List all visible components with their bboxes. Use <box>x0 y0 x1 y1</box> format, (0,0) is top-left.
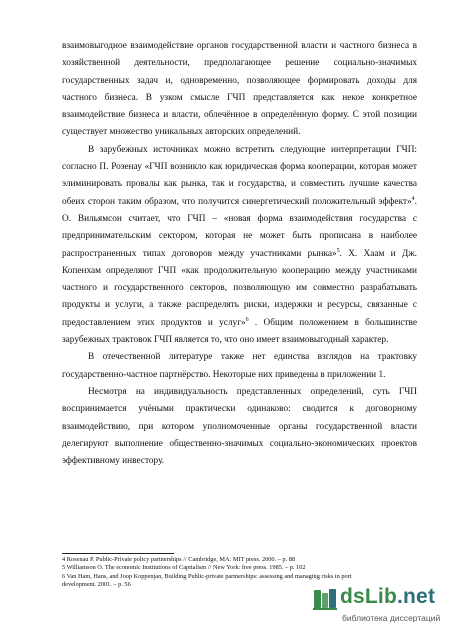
footnote-mark-4[interactable]: 4 <box>411 195 415 202</box>
paragraph-4: Несмотря на индивидуальность представленных определений, суть ГЧП воспринимается учёными практически одинаково: сводится к договорному взаимодействию, при котором уполномоченные органы государственной власти делегируют выполнение общественно-значимых социально-экономических проектов эффективному инвестору. <box>62 386 417 467</box>
book-stack-icon <box>312 587 338 611</box>
footnote-6-continued: development. 2001. – p. 56 <box>62 580 131 588</box>
paragraph-2 <box>62 142 417 350</box>
watermark-subtitle: библиотека диссертаций <box>342 613 441 623</box>
footnote-divider <box>62 553 174 554</box>
watermark-name-main: dsLib <box>340 585 397 608</box>
footnote-6: 6 Van Ham, Hans, and Joop Koppenjan, Building Public-private partnerships: assessing and managing risks in port <box>62 572 352 580</box>
watermark-name-tail: .net <box>397 585 436 608</box>
paragraph-3: В отечественной литературе также нет единства взглядов на трактовку государственно-частное партнёрство. Некоторые них приведены в приложении 1. <box>62 352 417 380</box>
footnote-mark-6[interactable]: 6 <box>245 316 249 323</box>
paragraph-2-text-c: . Х. Хаам и Дж. Копенхам определяют ГЧП «как продолжительную кооперацию между участниками частного и государственного секторов, позволяющую им совместно разрабатывать продукты и услуги, а также распределять риски, издержки и ресурсы, связанные с предоставлением этих продуктов и услуг» <box>62 248 417 328</box>
paragraph-2-text-b: . О. Вильямсон считает, что ГЧП – «новая форма взаимодействия государства с предпринимательским сектором, которая не может быть прописана в наиболее распространенных типах договоров между участниками рынка» <box>62 196 417 259</box>
paragraph-2-text-a: В зарубежных источниках можно встретить следующие интерпретации ГЧП: согласно П. Розенау «ГЧП возникло как юридическая форма кооперации, которая может элиминировать провалы как рынка, так и государства, и совместить лучшие качества обеих сторон таким образом, что получится синергетический положительный эффект» <box>62 144 417 207</box>
dslib-watermark <box>312 585 442 631</box>
body-text <box>62 38 417 470</box>
paragraph-2-text-d: . Общим положением в большинстве зарубежных трактовок ГЧП является то, что оно имеет взаимовыгодный характер. <box>62 317 417 346</box>
footnote-mark-5[interactable]: 5 <box>336 247 340 254</box>
footnote-4: 4 Rosenau P. Public-Private policy partnerships // Cambridge, MA: MIT press. 2000. – p. 88 <box>62 556 296 563</box>
footnote-5: 5 Williamson O. The economic Institutions of Capitalism // New York: free press. 1985. – p. 102 <box>62 564 306 572</box>
paragraph-1: взаимовыгодное взаимодействие органов государственной власти и частного бизнеса в хозяйственной деятельности, предполагающее решение социально-значимых государственных задач и, одновременно, позволяющее формировать доходы для частного бизнеса. В узком смысле ГЧП представляется как некое конкретное взаимодействие бизнеса и власти, облечённое в определённую форму. С этой позиции существует множество уникальных авторских определений. <box>62 41 417 138</box>
watermark-logo-text <box>340 585 435 609</box>
